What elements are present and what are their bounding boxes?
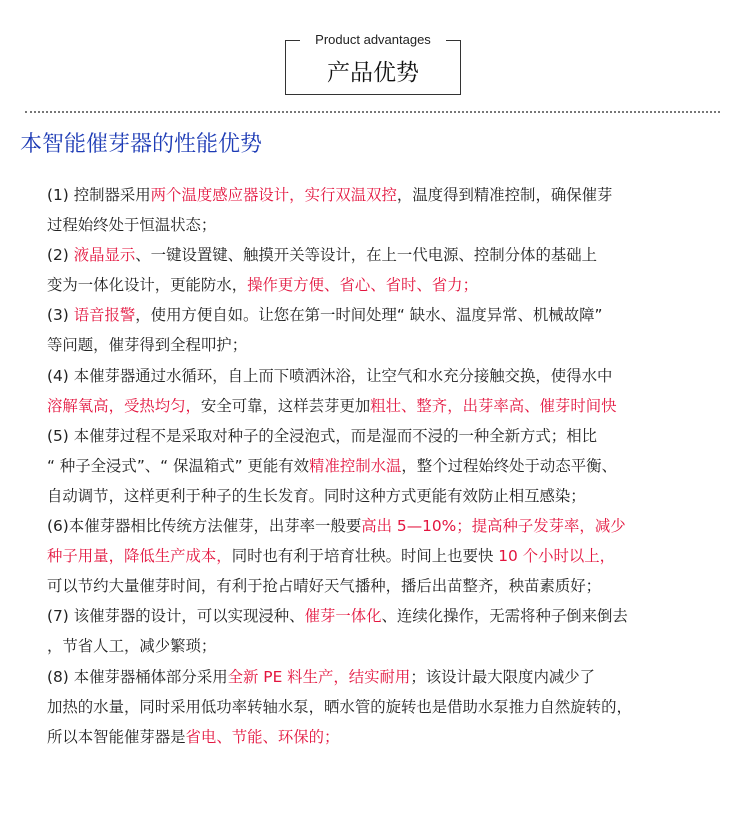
- highlight-text: 溶解氧高，受热均匀，: [47, 396, 201, 415]
- text-line: [47, 421, 737, 451]
- section-title: 本智能催芽器的性能优势: [20, 132, 263, 157]
- body-text: 、连续化操作，无需将种子倒来倒去: [381, 607, 628, 626]
- body-text: (2): [47, 246, 74, 265]
- body-text: 自动调节，这样更利于种子的生长发育。同时这种方式更能有效防止相互感染；: [47, 486, 586, 505]
- highlight-text: 催芽一体化: [304, 607, 382, 626]
- body-text: ；该设计最大限度内减少了: [410, 667, 596, 686]
- text-line: [47, 451, 737, 481]
- highlight-text: 种子用量，降低生产成本，: [47, 547, 232, 566]
- highlight-text: 液晶显示: [73, 246, 136, 265]
- highlight-text: 两个温度感应器设计，实行双温双控: [150, 186, 397, 204]
- body-text: (7) 该催芽器的设计，可以实现浸种、: [47, 607, 305, 626]
- body-text: (5) 本催芽过程不是采取对种子的全浸泡式，而是湿而不浸的一种全新方式；相比: [47, 426, 597, 445]
- body-text: 变为一体化设计，更能防水，: [47, 276, 248, 295]
- text-line: [47, 180, 737, 210]
- highlight-text: 精准控制水温: [309, 456, 402, 475]
- body-text: 等问题，催芽得到全程叩护；: [47, 336, 248, 355]
- text-line: [47, 481, 737, 511]
- body-text: “ 种子全浸式”、“ 保温箱式” 更能有效: [47, 456, 310, 475]
- body-text: 可以节约大量催芽时间，有利于抢占晴好天气播种，播后出苗整齐，秧苗素质好；: [47, 577, 602, 596]
- body-text: (3): [47, 306, 74, 325]
- body-text: 同时也有利于培育壮秧。时间上也要快: [231, 547, 499, 566]
- highlight-text: 全新 PE 料生产，结实耐用: [227, 667, 411, 686]
- text-line: [47, 541, 737, 571]
- highlight-text: 粗壮、整齐，出芽率高、催芽时间快: [370, 396, 617, 415]
- text-line: [47, 692, 737, 722]
- text-line: [47, 270, 737, 300]
- body-text: 所以本智能催芽器是: [47, 727, 186, 746]
- text-line: [47, 391, 737, 421]
- text-line: [47, 722, 737, 752]
- body-text: 加热的水量，同时采用低功率转轴水泵，晒水管的旋转也是借助水泵推力自然旋转的，: [47, 697, 632, 716]
- header-subtitle: Product advantages: [300, 31, 446, 49]
- body-text: 过程始终处于恒温状态；: [47, 216, 217, 235]
- text-line: [47, 361, 737, 391]
- text-line: [47, 571, 737, 601]
- text-line: [47, 511, 737, 541]
- text-line: [47, 330, 737, 360]
- body-text: (8) 本催芽器桶体部分采用: [47, 667, 228, 686]
- text-line: [47, 300, 737, 330]
- body-text: 安全可靠，这样芸芽更加: [200, 396, 371, 415]
- body-text: ，节省人工，减少繁琐；: [47, 637, 217, 656]
- advantages-list: [47, 180, 737, 752]
- dotted-divider: [25, 111, 720, 113]
- text-line: [47, 631, 737, 661]
- body-text: ，温度得到精准控制，确保催芽: [396, 186, 613, 204]
- body-text: (1) 控制器采用: [47, 186, 151, 204]
- highlight-text: 语音报警: [73, 306, 136, 325]
- body-text: ，使用方便自如。让您在第一时间处理“ 缺水、温度异常、机械故障”: [135, 306, 603, 325]
- highlight-text: 操作更方便、省心、省时、省力；: [247, 276, 478, 295]
- highlight-text: 10 个小时以上，: [498, 547, 616, 566]
- text-line: [47, 601, 737, 631]
- header-title: 产品优势: [327, 60, 419, 86]
- body-text: (6)本催芽器相比传统方法催芽，出芽率一般要: [47, 517, 362, 536]
- body-text: 、一键设置键、触摸开关等设计，在上一代电源、控制分体的基础上: [135, 246, 598, 265]
- text-line: [47, 210, 737, 240]
- highlight-text: 省电、节能、环保的；: [185, 727, 340, 746]
- body-text: ，整个过程始终处于动态平衡、: [401, 456, 617, 475]
- text-line: [47, 662, 737, 692]
- highlight-text: 高出 5—10%；提高种子发芽率，减少: [361, 517, 626, 536]
- text-line: [47, 240, 737, 270]
- body-text: (4) 本催芽器通过水循环，自上而下喷洒沐浴，让空气和水充分接触交换，使得水中: [47, 366, 613, 385]
